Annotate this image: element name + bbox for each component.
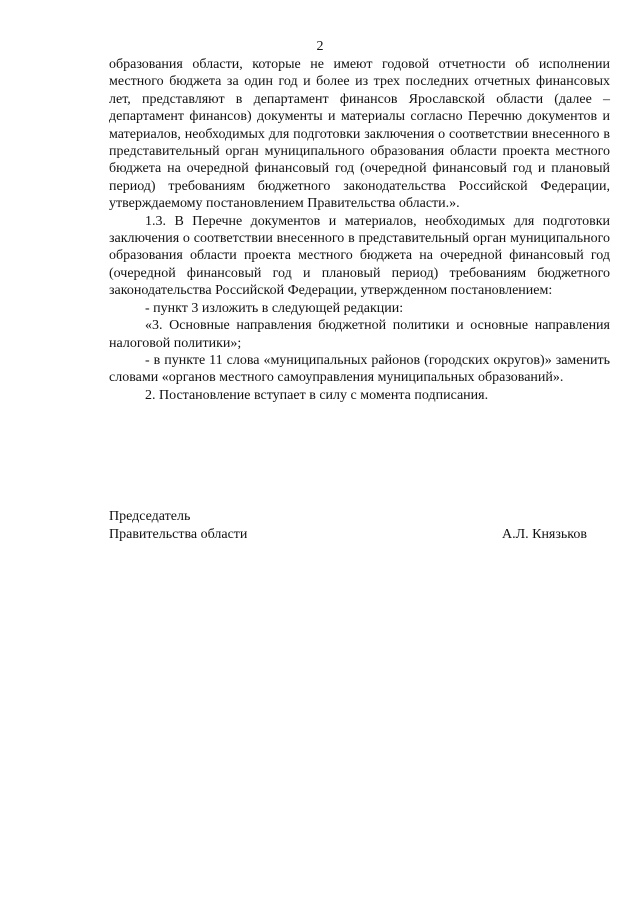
signature-block (109, 508, 587, 544)
paragraph-point-3-text: «3. Основные направления бюджетной политики и основные направления налоговой политики»; (109, 318, 610, 351)
signature-title-line-2: Правительства области (109, 527, 248, 542)
signature-title-row-1 (109, 508, 587, 526)
paragraph-item-1-3: 1.3. В Перечне документов и материалов, необходимых для подготовки заключения о соответствии внесенного в представительный орган муниципального образования области проекта местного бюджета на очередной финансовый год (очередной финансовый год и плановый период) требованиям бюджетного законодательства Российской Федерации, утвержденном постановлением: (109, 213, 610, 299)
signatory-name: А.Л. Князьков (502, 527, 587, 542)
signature-title-row-2 (109, 526, 587, 544)
paragraph-point-11-instruction: - в пункте 11 слова «муниципальных районов (городских округов)» заменить словами «органов местного самоуправления муниципальных образований». (109, 352, 610, 386)
signature-title-line-1: Председатель (109, 509, 191, 524)
paragraph-effective-date: 2. Постановление вступает в силу с момента подписания. (145, 387, 489, 403)
document-body (109, 56, 610, 404)
paragraph-continuation: образования области, которые не имеют годовой отчетности об исполнении местного бюджета за один год и более из трех последних отчетных финансовых лет, представляют в департамент финансов Ярославской области (далее – департамент финансов) документы и материалы согласно Перечню документов и материалов, необходимых для подготовки заключения о соответствии внесенного в представительный орган муниципального образования области проекта местного бюджета на очередной финансовый год (очередной финансовый год и плановый период) требованиям бюджетного законодательства Российской Федерации, утверждаемому постановлением Правительства области.». (109, 57, 610, 212)
page-number: 2 (316, 39, 324, 54)
paragraph-point-3-instruction: - пункт 3 изложить в следующей редакции: (145, 300, 404, 316)
